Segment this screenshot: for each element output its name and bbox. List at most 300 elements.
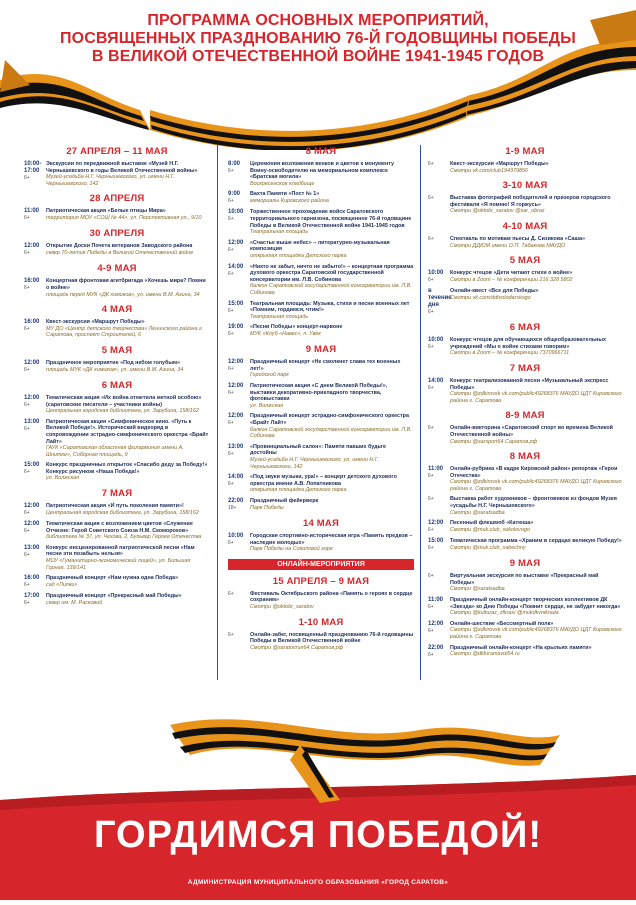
event-place: Театральная площадь [250, 229, 309, 236]
event-time-value: 13:00 [24, 418, 40, 425]
event-place: Смотри в Zoom – № конференции 7370966711 [450, 350, 570, 357]
event-item [428, 496, 622, 516]
event-title: Патриотическая акция «Симфоническое кино. «Путь к Великой Победе!». Исторический видеоряд в сопровождении эстрадно-симфонического оркестра «Брайт Лайт» [46, 418, 209, 445]
event-item [24, 360, 210, 374]
event-time-value: в течение дня [428, 288, 452, 309]
age-rating: 6+ [428, 195, 434, 202]
event-place: Центральная городская библиотека, ул. Зарубина, 158/162 [46, 509, 199, 516]
event-time [428, 466, 450, 492]
event-title: Тематическая акция с возложением цветов «Служение Отчизне: Герой Советского Союза Н.М. Скоморохов» [46, 521, 193, 534]
event-title: Патриотическая акция «Белые птицы Мира» [46, 208, 166, 215]
event-title: Праздничный концерт эстрадно-симфонического оркестра «Брайт Лайт» [250, 413, 409, 427]
event-time [428, 270, 450, 284]
event-body [250, 301, 414, 321]
slogan: ГОРДИМСЯ ПОБЕДОЙ! [93, 814, 543, 856]
event-time [428, 520, 450, 534]
event-time [228, 591, 250, 611]
event-time [228, 444, 250, 470]
event-title: Тематическая программа «Храним в сердцах великую Победу!» [450, 538, 622, 545]
footer-graphic [0, 705, 636, 900]
event-place: Смотри vk.com/ddtvolodarskogo [450, 294, 531, 301]
event-time [24, 278, 46, 298]
event-item [24, 319, 210, 339]
column-1 [24, 140, 210, 710]
event-time [428, 597, 450, 617]
date-heading: 7 МАЯ [509, 362, 541, 374]
event-body [46, 503, 210, 517]
event-body [250, 383, 414, 409]
date-heading: 27 АПРЕЛЯ – 11 МАЯ [66, 146, 168, 157]
event-title: Спектакль по мотивам пьесы Д. Сизикова «Саша» [450, 235, 586, 242]
event-title: Конкурс чтецов «Дети читают стихи о войне» [450, 270, 573, 277]
event-body [450, 288, 622, 316]
event-time-value: 13:00 [228, 443, 244, 450]
event-body [250, 474, 414, 494]
event-place: Смотри @muk.club_sabechny [450, 544, 526, 551]
age-rating: 6+ [24, 285, 30, 292]
event-place: Музей-усадьба Н.Г. Чернышевского, ул. имени Н.Г. Чернышевского, 142 [250, 457, 379, 470]
date-heading: 30 АПРЕЛЯ [89, 228, 145, 240]
event-place: Воскресенское кладбище [250, 180, 315, 187]
event-body [250, 191, 414, 205]
event-title: «Счастье выше небес» – литературно-музыкальная композиция [250, 239, 390, 253]
event-title: «Никто не забыт, ничто не забыто!» – концертная программа духового оркестра Саратовской государственной консерватории им. Л.В. Собинова [250, 263, 414, 283]
event-place: открытая площадка Детского парка [250, 252, 347, 259]
age-rating: 6+ [228, 590, 234, 597]
event-item [228, 591, 414, 611]
footer-area [0, 705, 636, 900]
event-time-value: 8:00 [228, 161, 241, 167]
event-title: Квест-экскурсия «Маршрут Победы» [46, 319, 145, 326]
event-time-value: 12:00 [24, 243, 40, 250]
date-heading: 14 МАЯ [302, 517, 339, 529]
event-body [46, 278, 210, 298]
event-time [228, 301, 250, 321]
event-place: Смотри @sarsport64 Саратов.рф [450, 438, 538, 445]
event-time [428, 496, 450, 516]
event-time-value: 10:00 [428, 337, 444, 344]
event-time-value: 16:00 [24, 575, 40, 582]
event-place: МУ ДО «Центр детского творчества» Ленинского района г. Саратова, проспект Строителей, 6 [46, 325, 204, 339]
event-title: Онлайн-квест «Все для Победы» [450, 288, 539, 295]
date-heading: 28 АПРЕЛЯ [89, 193, 145, 205]
age-rating: 6+ [228, 198, 234, 205]
event-time [24, 575, 46, 589]
event-body [46, 521, 210, 541]
age-rating: 6+ [428, 473, 434, 480]
event-time [24, 521, 46, 541]
event-place: Смотри в Zoom – № конференции 216 328 5802 [450, 276, 573, 283]
event-body [46, 208, 210, 222]
event-place: ГАУК «Саратовская областная филармония имени А. Шнитке», Соборная площадь, 9 [46, 445, 184, 458]
event-time-value: 12:00 [228, 239, 244, 246]
age-rating: 6+ [24, 326, 30, 333]
event-body [450, 270, 622, 284]
age-rating: 6+ [428, 161, 434, 167]
event-title: Праздничное мероприятие «Под небом голубым» [46, 359, 180, 366]
event-title: Праздничный фейерверк [250, 497, 319, 504]
event-item [228, 209, 414, 235]
event-place: Смотри @saratsadba [450, 586, 505, 593]
event-title: Концертная фронтовая агитбригада «Хочешь мира? Помни о войне» [46, 278, 206, 291]
event-title: Онлайн-рубрика «В кадре Кировский район» репортаж «Герои Отечества» [450, 466, 618, 479]
event-time [428, 161, 450, 174]
event-place: Смотри @oktobr_saratov @sar_obraz [450, 208, 545, 215]
page-title [60, 12, 576, 66]
event-item [228, 383, 414, 409]
event-title: Патриотическая акция «И путь поколения памяти»! [46, 503, 184, 510]
event-time-value: 15:00 [24, 462, 40, 469]
event-title: Онлайн-шествие «Бессмертный полк» [450, 620, 554, 627]
event-place: Смотри @zdkirovsk vk.com/public49268376 МАУДО ЦДТ Кировского района г. Саратова [450, 479, 622, 492]
event-time-value: 17:00 [24, 593, 40, 600]
event-title: Тематическая акция «Их война отметила метной особою» (саратовские писатели – участники войны) [46, 394, 202, 408]
event-time [24, 462, 46, 482]
age-rating: 6+ [228, 216, 234, 223]
age-rating: 6+ [228, 390, 234, 397]
event-item [228, 240, 414, 260]
event-body [46, 419, 210, 459]
event-item [228, 413, 414, 439]
event-place: площадь перед МУК «ДК химиков», ул. имени В.М. Азина, 34 [46, 291, 200, 298]
event-body [450, 573, 622, 593]
event-time-value: 12:00 [228, 413, 244, 420]
age-rating: 6+ [228, 539, 234, 546]
event-time [228, 359, 250, 379]
event-body [450, 466, 622, 492]
online-events-banner: ОНЛАЙН-МЕРОПРИЯТИЯ [228, 559, 414, 570]
event-time [228, 324, 250, 338]
event-time [428, 378, 450, 404]
age-rating: 6+ [428, 344, 434, 351]
event-time-value: 12:00 [228, 383, 244, 390]
event-body [450, 645, 622, 659]
event-body [250, 444, 414, 470]
event-time [24, 503, 46, 517]
age-rating: 6+ [228, 270, 234, 277]
date-heading: 8-9 МАЯ [505, 410, 545, 422]
event-item [24, 208, 210, 222]
event-title: Конкурс чтецов для обучающихся общеобразовательных учреждений «Мы о войне стихами говорим» [450, 337, 607, 350]
event-title: Квест-экскурсия «Маршрут Победы» [450, 161, 549, 167]
event-time [428, 573, 450, 593]
event-body [250, 264, 414, 297]
age-rating: 6+ [24, 528, 30, 535]
event-time [428, 425, 450, 445]
date-heading: 7 МАЯ [101, 488, 133, 500]
event-body [450, 161, 622, 174]
event-title: Онлайн-забег, посвященный празднованию 76-й годовщины Победы в Великой Отечественной войне [250, 631, 414, 645]
event-body [46, 243, 210, 257]
event-item [228, 301, 414, 321]
age-rating: 6+ [428, 309, 434, 316]
event-title: Виртуальная экскурсия по выставке «Прекрасный май Победы» [450, 573, 599, 586]
event-time-value: 16:00 [24, 278, 40, 285]
age-rating: 6+ [428, 545, 434, 552]
event-time-value: 22:00 [428, 644, 444, 651]
age-rating: 6+ [228, 307, 234, 314]
event-item [428, 520, 622, 534]
program-columns [0, 140, 636, 700]
event-time [428, 538, 450, 552]
event-item [24, 593, 210, 607]
age-rating: 6+ [428, 627, 434, 634]
event-body [46, 319, 210, 339]
event-item [428, 597, 622, 617]
event-title: «Под звуки музыки, ура!» – концерт детского духового оркестра имени А.В. Лопатникова [250, 474, 397, 487]
event-place: Театральная площадь [250, 313, 309, 320]
age-rating: 6+ [228, 331, 234, 338]
event-item [228, 264, 414, 297]
event-time [228, 474, 250, 494]
event-item [24, 575, 210, 589]
event-item [228, 324, 414, 338]
event-title: Конкурс театрализованной песни «Музыкальный экспресс Победы» [450, 377, 609, 391]
event-place: площадь МУК «ДК химиков», ул. имени В.М. Азина, 34 [46, 366, 184, 373]
event-time [24, 419, 46, 459]
event-body [46, 462, 210, 482]
event-title: Праздничный концерт «Прекрасный май Победы» [46, 593, 182, 600]
event-place: МОУ «Гуманитарно-экономический лицей», ул. Большая Горная, 139/141 [46, 558, 191, 571]
date-heading: 6 МАЯ [101, 379, 133, 391]
date-heading: 5 МАЯ [101, 344, 133, 356]
event-title: Праздничный онлайн-концерт «На крыльях памяти» [450, 644, 592, 651]
age-rating: 6+ [428, 573, 434, 580]
age-rating: 6+ [24, 551, 30, 558]
event-item [24, 521, 210, 541]
event-title: «Провинциальный салон»: Памяти павших будьте достойны [250, 443, 386, 457]
age-rating: 18+ [228, 504, 237, 511]
age-rating: 6+ [24, 366, 30, 373]
event-place: сквер им. М. Расковой [46, 599, 103, 606]
event-time [24, 208, 46, 222]
event-body [46, 360, 210, 374]
event-time-value: 14:00 [228, 263, 244, 270]
date-heading: 15 АПРЕЛЯ – 9 МАЯ [272, 575, 370, 587]
event-body [450, 621, 622, 641]
age-rating: 6+ [24, 582, 30, 589]
date-heading: 8 МАЯ [509, 451, 541, 463]
event-time-value: 12:00 [428, 620, 444, 627]
date-heading: 4-9 МАЯ [97, 263, 137, 275]
title-line-2: ПОСВЯЩЕННЫХ ПРАЗДНОВАНИЮ 76-Й ГОДОВЩИНЫ ПОБЕДЫ [60, 30, 576, 47]
event-item [428, 337, 622, 357]
event-place: открытая площадка Детского парка [250, 487, 347, 494]
event-body [46, 395, 210, 415]
event-time-value: 11:00 [24, 208, 40, 215]
event-body [250, 533, 414, 553]
event-title: Онлайн-викторина «Саратовский спорт во времена Великой Отечественной войны» [450, 425, 613, 438]
event-title: Торжественное прохождение войск Саратовского территориального гарнизона, посвященное 76-й годовщине Победы в Великой Отечественной войне 1941-1945 годов [250, 209, 412, 229]
event-time [24, 161, 46, 187]
event-item [228, 533, 414, 553]
event-body [250, 240, 414, 260]
event-place: Смотри ДДЮМ имени О.П. Табакова МАУДО [450, 242, 566, 249]
event-time [428, 236, 450, 249]
event-title: Патриотическая акция «С днем Великой Победы!», выставки декоративно-прикладного творчества, фотовыставки [250, 383, 388, 403]
event-time [228, 161, 250, 187]
event-title: Открытие Доски Почета ветеранов Заводского района [46, 243, 193, 250]
age-rating: 6+ [428, 277, 434, 284]
event-body [450, 425, 622, 445]
event-time [228, 240, 250, 260]
event-body [250, 324, 414, 338]
administration-credit: АДМИНИСТРАЦИЯ МУНИЦИПАЛЬНОГО ОБРАЗОВАНИЯ «ГОРОД САРАТОВ» [187, 879, 449, 886]
event-item [428, 645, 622, 659]
age-rating: 6+ [228, 420, 234, 427]
age-rating: 6+ [24, 250, 30, 257]
event-item [428, 621, 622, 641]
age-rating: 6+ [228, 366, 234, 373]
event-item [428, 466, 622, 492]
event-place: Смотри @dkfuramavol64.ru [450, 651, 520, 658]
event-title: Вахта Памяти «Пост № 1» [250, 191, 320, 198]
event-time [24, 243, 46, 257]
event-place: Смотри @zdkirovsk vk.com/public49268376 МАУДО ЦДТ Кировского района г. Саратова [450, 627, 622, 640]
event-place: Музей-усадьба Н.Г. Чернышевского, ул. имени Н.Г. Чернышевского, 142 [46, 174, 175, 187]
event-time-value: 11:00 [428, 466, 444, 473]
title-line-1: ПРОГРАММА ОСНОВНЫХ МЕРОПРИЯТИЙ, [147, 12, 489, 29]
event-body [250, 498, 414, 512]
event-body [250, 591, 414, 611]
event-title: Городская спортивно-историческая игра «Память предков – наследие молодых» [250, 532, 413, 546]
event-item [228, 161, 414, 187]
event-body [450, 520, 622, 534]
event-time [228, 383, 250, 409]
event-item [24, 545, 210, 571]
age-rating: 6+ [428, 235, 434, 242]
event-body [250, 632, 414, 652]
event-time [428, 337, 450, 357]
event-place: Смотри @oktobr_saratov [250, 603, 314, 610]
event-time-value: 13:00 [24, 544, 40, 551]
event-body [450, 597, 622, 617]
date-heading: 8 МАЯ [305, 146, 337, 157]
event-item [428, 425, 622, 445]
event-time [228, 191, 250, 205]
event-time-value: 11:00 [428, 597, 444, 604]
event-place: Смотри vk.com/club194379856 [450, 167, 528, 174]
event-time-value: 16:00 [24, 319, 40, 326]
event-place: Смотри @zdkirovsk vk.com/public49268376 МАУДО ЦДТ Кировского района г. Саратова [450, 391, 622, 404]
event-title: Праздничный концерт «Нам нужна одна Победа» [46, 575, 179, 582]
event-time-value: 12:00 [24, 521, 40, 528]
event-item [428, 236, 622, 249]
event-title: Конкурс инсценированной патриотической песни «Нам песни эти позабыть нельзя» [46, 544, 195, 558]
event-place: Смотри @saratsadba [450, 509, 505, 516]
title-line-3: В ВЕЛИКОЙ ОТЕЧЕСТВЕННОЙ ВОЙНЕ 1941-1945 ГОДОВ [91, 48, 545, 65]
event-title: Конкурс праздничных открыток «Спасибо деду за Победу!» Конкурс рисунков «Наша Победа!» [46, 462, 208, 475]
event-place: Парк Победы [250, 504, 284, 511]
date-heading: 4-10 МАЯ [502, 220, 548, 232]
event-place: Парк Победы на Соколовой горе [250, 546, 333, 553]
event-item [24, 462, 210, 482]
age-rating: 6+ [24, 175, 30, 181]
event-time-value: 22:00 [228, 497, 244, 504]
event-body [46, 161, 210, 187]
age-rating: 6+ [228, 481, 234, 488]
date-heading: 9 МАЯ [305, 344, 337, 356]
column-3 [428, 140, 622, 710]
age-rating: 6+ [24, 600, 30, 607]
event-title: Песенный флешмоб «Катюша» [450, 520, 534, 527]
event-time-value: 14:00 [228, 474, 244, 481]
event-place: сквер 70-летия Победы в Великой Отечественной войне [46, 249, 194, 256]
event-place: МУК «Клуб «Навес», п. Увек [250, 330, 321, 337]
event-time-value: 15:00 [428, 538, 444, 545]
date-heading: 5 МАЯ [509, 255, 541, 267]
event-time [24, 593, 46, 607]
event-item [428, 161, 622, 174]
event-place: сад «Липки» [46, 581, 78, 588]
event-item [24, 503, 210, 517]
event-time-value: 12:00 [24, 359, 40, 366]
age-rating: 6+ [24, 469, 30, 476]
event-title: Церемония возложения венков и цветов к монументу Воину-освободителю на мемориальном комплексе «Братская могила» [250, 161, 395, 181]
event-place: территория МОУ «СОШ № 44», ул. Перспективная ул., 9/10 [46, 214, 202, 221]
event-item [24, 395, 210, 415]
event-item [428, 270, 622, 284]
event-time-value: 10:00 [228, 209, 244, 216]
date-heading: 4 МАЯ [101, 304, 133, 316]
age-rating: 6+ [428, 651, 434, 658]
event-place: Смотри @kulturaz_zfkrasi @mukdkvnikrada [450, 610, 559, 617]
event-item [24, 278, 210, 298]
event-time [228, 209, 250, 235]
event-time [428, 621, 450, 641]
event-time [24, 360, 46, 374]
event-place: ул. Волжская [250, 402, 284, 409]
event-time-value: 10:00 [428, 270, 444, 277]
event-place: Смотри @muk.club_sokolovogo [450, 526, 530, 533]
event-place: Центральная городская библиотека, ул. Зарубина, 158/162 [46, 408, 199, 415]
event-time [24, 319, 46, 339]
age-rating: 6+ [24, 215, 30, 222]
event-item [228, 474, 414, 494]
event-body [250, 209, 414, 235]
event-body [450, 195, 622, 215]
event-time-value: 14:00 [428, 377, 444, 384]
age-rating: 6+ [428, 384, 434, 391]
event-time [24, 545, 46, 571]
event-body [450, 337, 622, 357]
event-title: Выставка фотографий победителей и призеров городского фестиваля «Я помню! Я горжусь» [450, 195, 611, 208]
event-time-value: 10:00 [228, 532, 244, 539]
event-title: Праздничный онлайн-концерт творческих коллективов ДК «Звезда» ко Дню Победы «Помнит сердце, не забудет никогда» [450, 597, 621, 610]
event-time [228, 632, 250, 652]
event-title: Фестиваль Октябрьского района «Память о героях в сердце сохраним» [250, 590, 413, 604]
event-place: Городской парк [250, 372, 289, 379]
event-title: «Песни Победы» концерт-нарвоне [250, 324, 343, 331]
event-title: Праздничный концерт «Не смолкнет слава тех военных лет!» [250, 359, 401, 372]
age-rating: 6+ [228, 246, 234, 253]
event-place: ул. Волжская [46, 475, 80, 482]
event-time [228, 264, 250, 297]
event-item [228, 632, 414, 652]
age-rating: 6+ [24, 425, 30, 432]
event-item [428, 538, 622, 552]
event-time [228, 498, 250, 512]
event-item [428, 195, 622, 215]
event-place: Смотри @saratovrun64 Саратов.рф [250, 644, 344, 651]
column-2 [228, 140, 414, 710]
age-rating: 6+ [428, 496, 434, 503]
event-body [450, 236, 622, 249]
age-rating: 6+ [428, 527, 434, 534]
event-item [428, 288, 622, 316]
event-item [228, 191, 414, 205]
event-body [450, 496, 622, 516]
